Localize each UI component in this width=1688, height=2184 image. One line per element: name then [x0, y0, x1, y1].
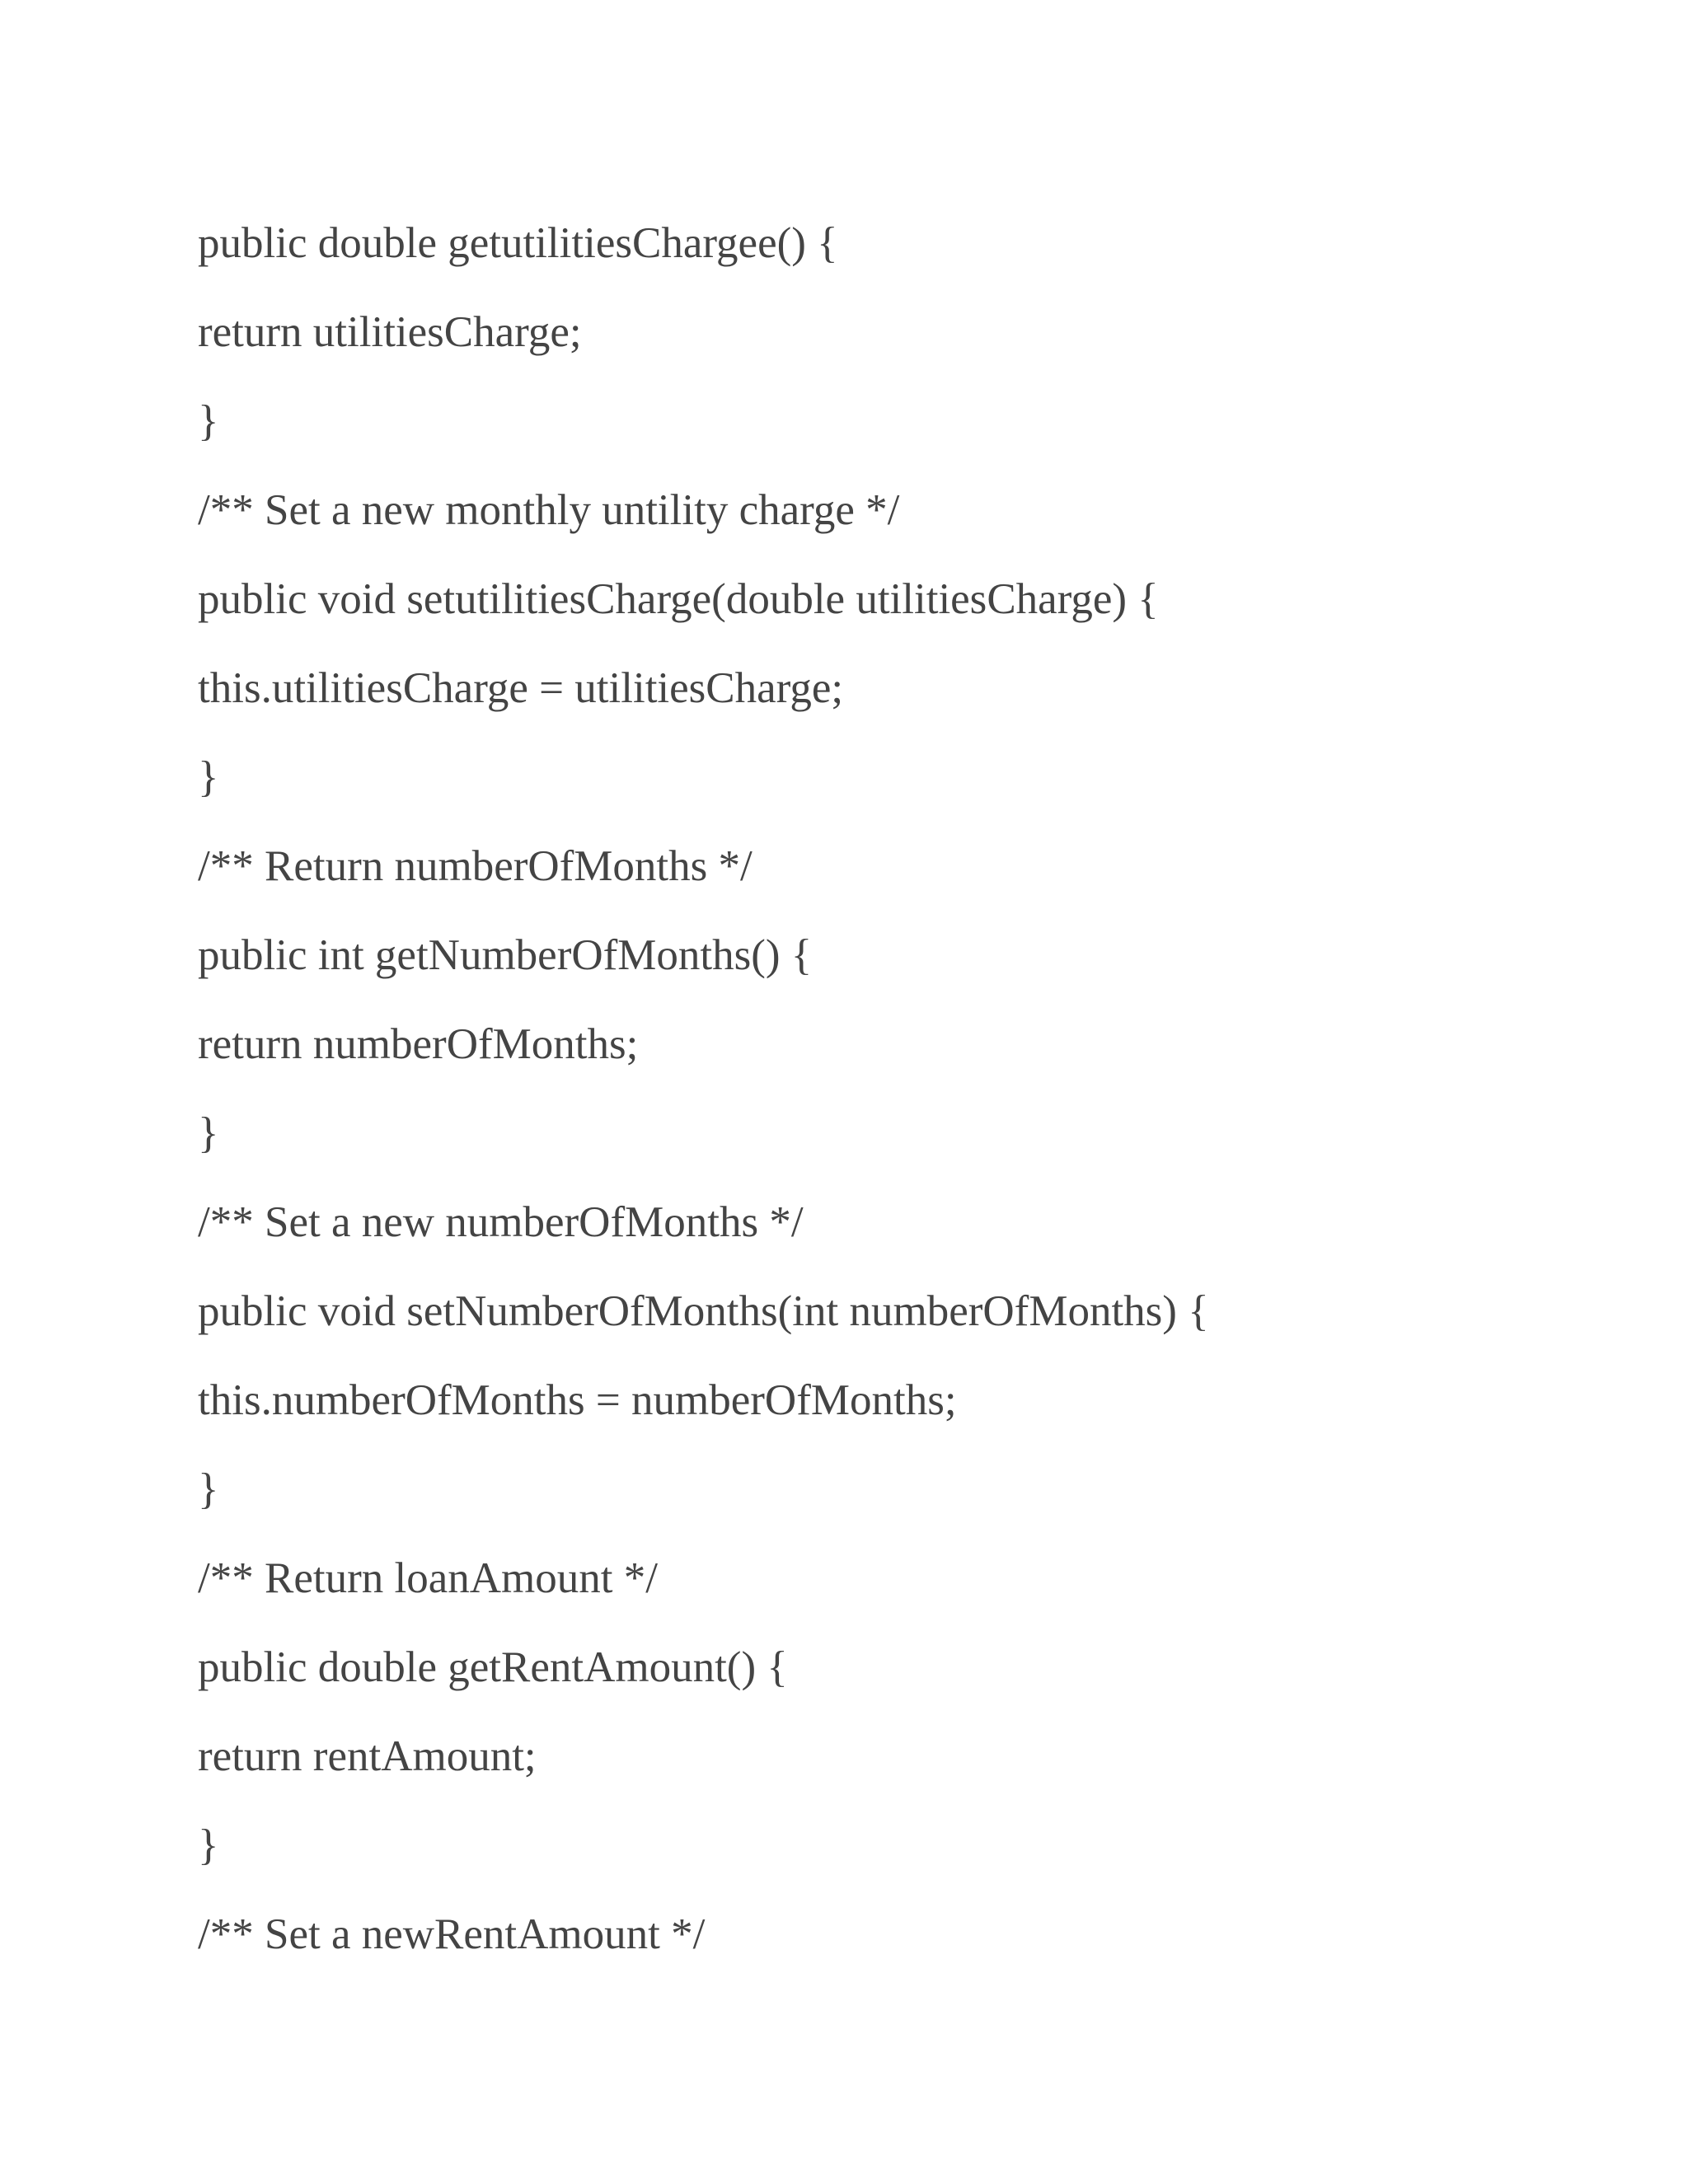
code-line: public void setNumberOfMonths(int numberOfMonths) { — [198, 1287, 1209, 1335]
code-line: } — [198, 397, 219, 445]
code-line: public void setutilitiesCharge(double utilitiesCharge) { — [198, 575, 1159, 623]
code-line: } — [198, 1465, 219, 1513]
code-line: } — [198, 1109, 219, 1157]
code-line: public double getutilitiesChargee() { — [198, 219, 838, 267]
code-line: this.numberOfMonths = numberOfMonths; — [198, 1376, 957, 1424]
comment-line: /** Set a new monthly untility charge */ — [198, 486, 900, 534]
code-line: } — [198, 1821, 219, 1869]
code-line: public double getRentAmount() { — [198, 1643, 788, 1691]
comment-line: /** Return numberOfMonths */ — [198, 842, 753, 890]
comment-line: /** Return loanAmount */ — [198, 1554, 658, 1602]
code-line: return utilitiesCharge; — [198, 308, 582, 356]
code-line: return numberOfMonths; — [198, 1020, 639, 1068]
code-line: public int getNumberOfMonths() { — [198, 931, 813, 979]
code-text-block — [198, 199, 1599, 1979]
code-line: } — [198, 753, 219, 801]
comment-line: /** Set a new numberOfMonths */ — [198, 1198, 804, 1246]
code-line: this.utilitiesCharge = utilitiesCharge; — [198, 664, 844, 712]
comment-line: /** Set a newRentAmount */ — [198, 1910, 706, 1958]
code-line: return rentAmount; — [198, 1732, 537, 1780]
